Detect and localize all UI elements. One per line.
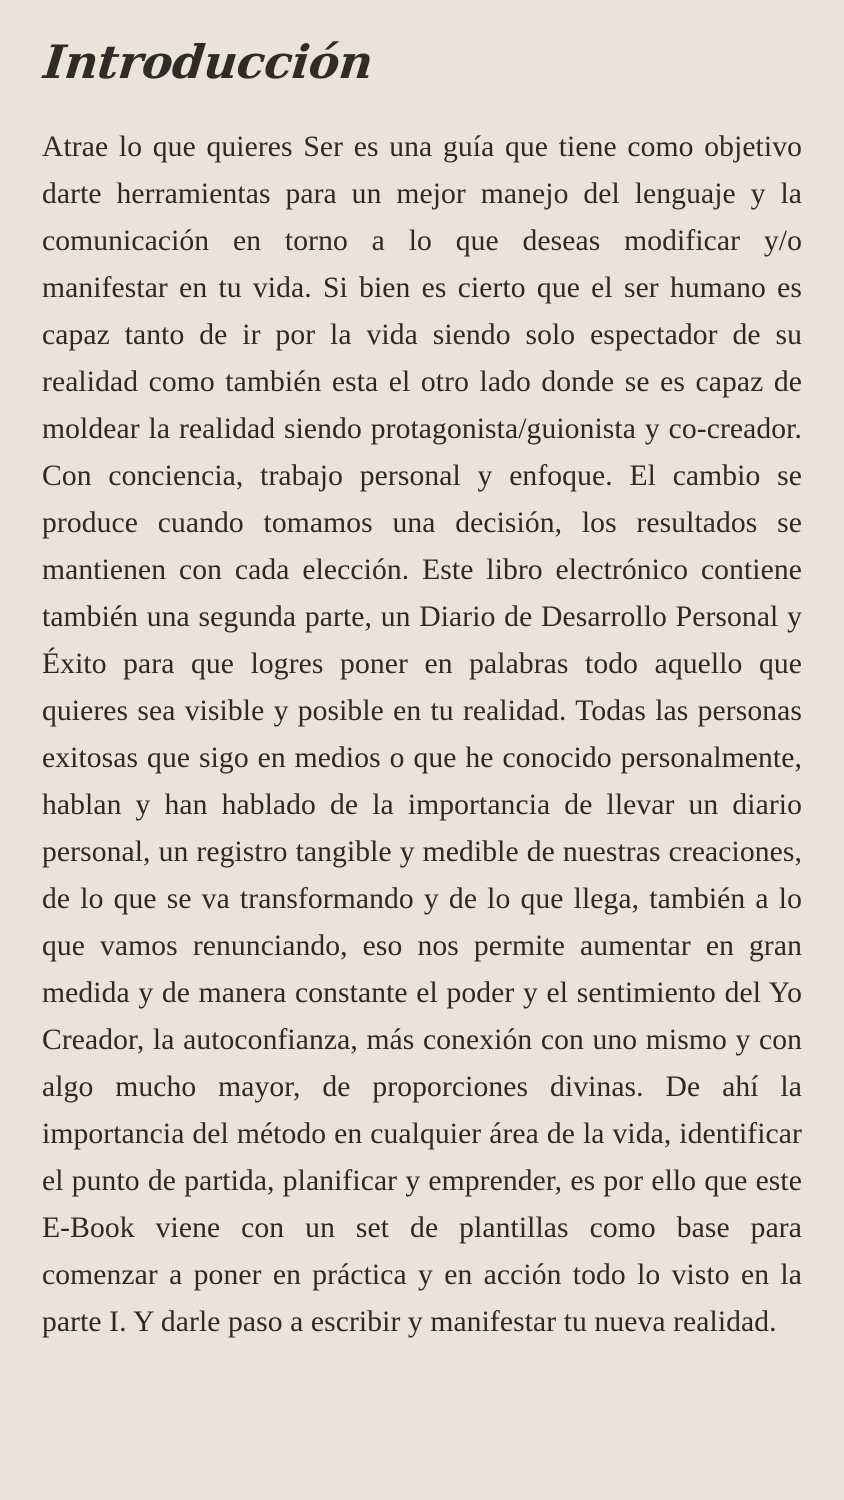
introduction-paragraph: Atrae lo que quieres Ser es una guía que tiene como objetivo darte herramientas para un mejor manejo del lenguaje y la comunicación en torno a lo que deseas modificar y/o manifestar en tu vida. Si bien es cierto que el ser humano es capaz tanto de ir por la vida siendo solo espectador de su realidad como también esta el otro lado donde se es capaz de moldear la realidad siendo protagonista/guionista y co-creador. Con conciencia, trabajo personal y enfoque. El cambio se produce cuando tomamos una decisión, los resultados se mantienen con cada elección. Este libro electrónico contiene también una segunda parte, un Diario de Desarrollo Personal y Éxito para que logres poner en palabras todo aquello que quieres sea visible y posible en tu realidad. Todas las personas exitosas que sigo en medios o que he conocido personalmente, hablan y han hablado de la importancia de llevar un diario personal, un registro tangible y medible de nuestras creaciones, de lo que se va transformando y de lo que llega, también a lo que vamos renunciando, eso nos permite aumentar en gran medida y de manera constante el poder y el sentimiento del Yo Creador, la autoconfianza, más conexión con uno mismo y con algo mucho mayor, de proporciones divinas. De ahí la importancia del método en cualquier área de la vida, identificar el punto de partida, planificar y emprender, es por ello que este E-Book viene con un set de plantillas como base para comenzar a poner en práctica y en acción todo lo visto en la parte I. Y darle paso a escribir y manifestar tu nueva realidad. xyxy=(42,131,802,1338)
page-title: Introducción xyxy=(41,35,376,89)
